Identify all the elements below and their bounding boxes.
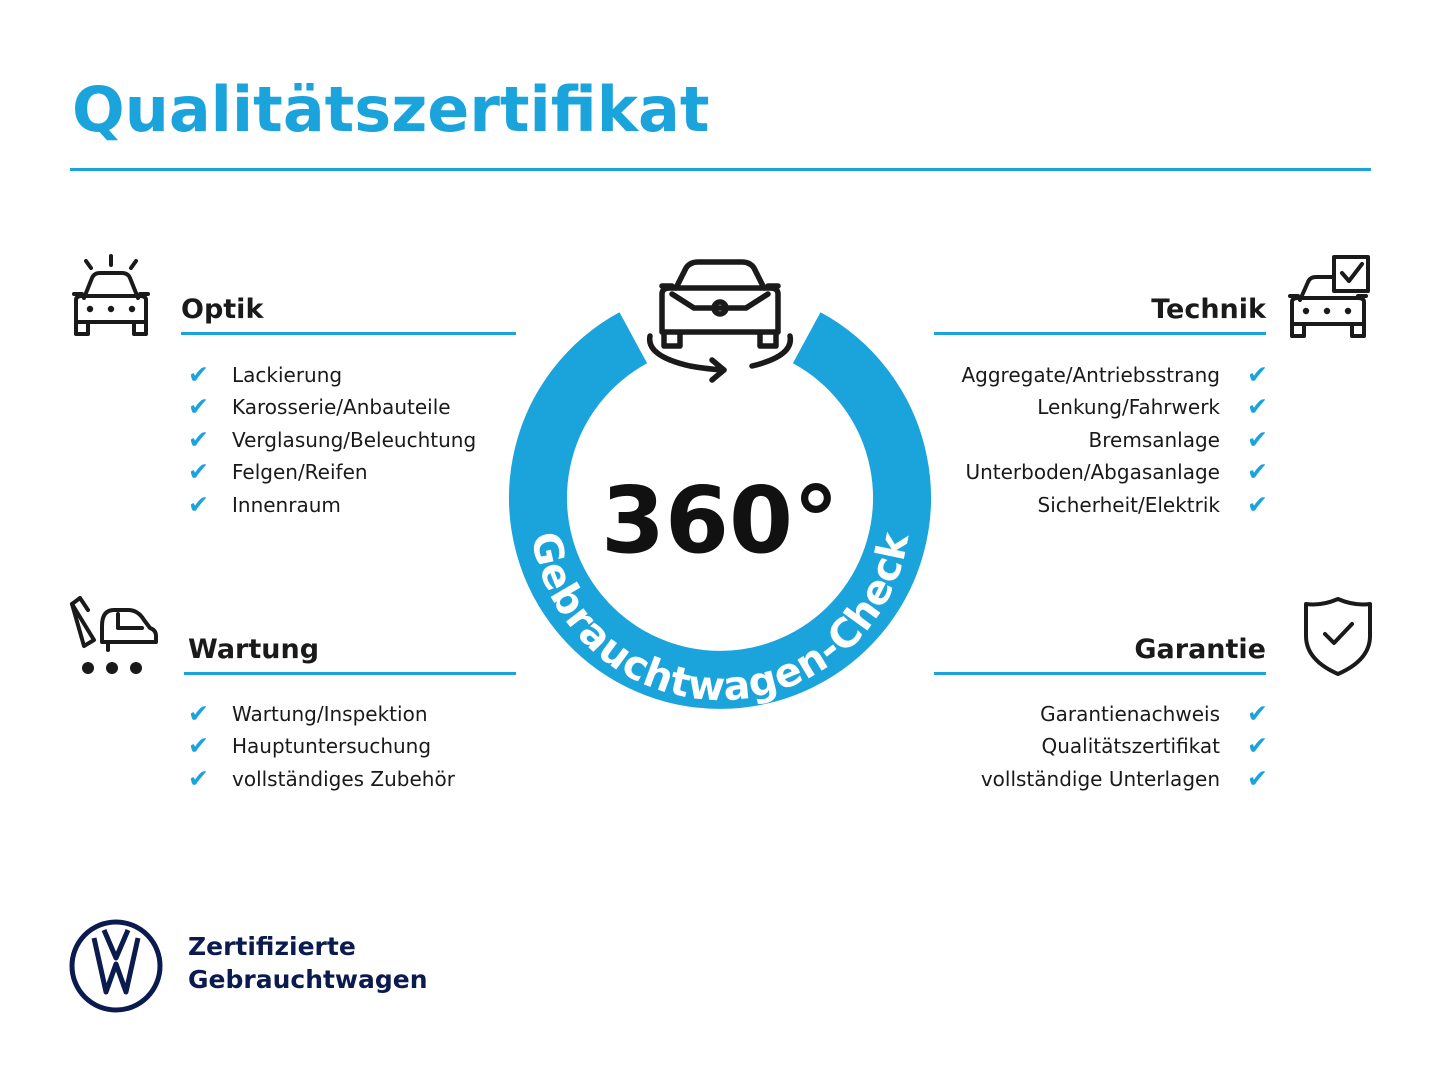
check-icon: ✔ bbox=[188, 392, 209, 422]
check-icon: ✔ bbox=[188, 699, 209, 728]
check-icon: ✔ bbox=[1247, 360, 1268, 389]
list-item bbox=[910, 391, 1268, 423]
list-wartung bbox=[186, 698, 506, 795]
list-item bbox=[910, 698, 1268, 730]
list-item bbox=[910, 730, 1268, 762]
item-label: Qualitätszertifikat bbox=[1041, 734, 1220, 759]
list-item bbox=[910, 424, 1268, 456]
brand-line-2: Gebrauchtwagen bbox=[188, 965, 428, 994]
check-icon: ✔ bbox=[1247, 457, 1268, 487]
check-icon: ✔ bbox=[188, 489, 209, 519]
title-divider bbox=[70, 168, 1371, 171]
page-title: Qualitätszertifikat bbox=[72, 73, 710, 146]
list-technik bbox=[910, 359, 1268, 521]
item-label: Innenraum bbox=[232, 492, 341, 517]
list-garantie bbox=[910, 698, 1268, 795]
section-divider-garantie bbox=[934, 672, 1266, 675]
item-label: vollständige Unterlagen bbox=[980, 766, 1220, 791]
check-360-badge bbox=[500, 240, 940, 720]
car-checkbox-icon bbox=[1286, 254, 1374, 340]
list-item bbox=[910, 763, 1268, 795]
list-optik bbox=[186, 359, 506, 521]
list-item bbox=[186, 456, 506, 488]
item-label: Garantienachweis bbox=[1040, 702, 1220, 726]
list-item bbox=[910, 359, 1268, 391]
shield-check-icon bbox=[1302, 596, 1374, 678]
list-item bbox=[910, 456, 1268, 488]
item-label: Sicherheit/Elektrik bbox=[1037, 492, 1220, 517]
check-icon: ✔ bbox=[1247, 699, 1268, 728]
item-label: vollständiges Zubehör bbox=[232, 766, 455, 791]
check-icon: ✔ bbox=[1247, 489, 1268, 519]
item-label: Felgen/Reifen bbox=[232, 460, 368, 485]
check-icon: ✔ bbox=[188, 424, 209, 454]
list-item bbox=[910, 489, 1268, 521]
section-title-optik: Optik bbox=[181, 294, 264, 325]
check-icon: ✔ bbox=[1247, 424, 1268, 454]
item-label: Bremsanlage bbox=[1088, 427, 1220, 452]
section-title-wartung: Wartung bbox=[188, 634, 320, 665]
list-item bbox=[186, 489, 506, 521]
car-rotate-icon bbox=[650, 262, 791, 380]
list-item bbox=[186, 763, 506, 795]
list-item bbox=[186, 730, 506, 762]
badge-ring-text: Gebrauchtwagen-Check bbox=[521, 527, 919, 711]
section-divider-optik bbox=[181, 332, 516, 335]
brand-text bbox=[188, 930, 428, 996]
list-item bbox=[186, 359, 506, 391]
item-label: Karosserie/Anbauteile bbox=[232, 395, 451, 420]
item-label: Aggregate/Antriebsstrang bbox=[961, 363, 1220, 387]
section-divider-wartung bbox=[184, 672, 516, 675]
item-label: Hauptuntersuchung bbox=[232, 734, 432, 759]
item-label: Verglasung/Beleuchtung bbox=[232, 427, 477, 452]
tow-truck-icon bbox=[68, 596, 160, 678]
car-front-lights-icon bbox=[68, 254, 154, 338]
badge-degrees: 360° bbox=[600, 467, 840, 574]
vw-logo bbox=[68, 918, 164, 1014]
item-label: Unterboden/Abgasanlage bbox=[965, 460, 1220, 485]
brand-line-1: Zertifizierte bbox=[188, 932, 356, 961]
item-label: Wartung/Inspektion bbox=[232, 702, 428, 726]
check-icon: ✔ bbox=[1247, 763, 1268, 793]
section-divider-technik bbox=[934, 332, 1266, 335]
item-label: Lackierung bbox=[232, 363, 343, 387]
list-item bbox=[186, 424, 506, 456]
list-item bbox=[186, 698, 506, 730]
check-icon: ✔ bbox=[188, 457, 209, 487]
check-icon: ✔ bbox=[188, 731, 209, 761]
section-title-technik: Technik bbox=[1151, 294, 1266, 325]
check-icon: ✔ bbox=[188, 763, 209, 793]
item-label: Lenkung/Fahrwerk bbox=[1037, 395, 1220, 420]
check-icon: ✔ bbox=[1247, 392, 1268, 422]
list-item bbox=[186, 391, 506, 423]
check-icon: ✔ bbox=[188, 360, 209, 389]
section-title-garantie: Garantie bbox=[1134, 634, 1266, 665]
check-icon: ✔ bbox=[1247, 731, 1268, 761]
